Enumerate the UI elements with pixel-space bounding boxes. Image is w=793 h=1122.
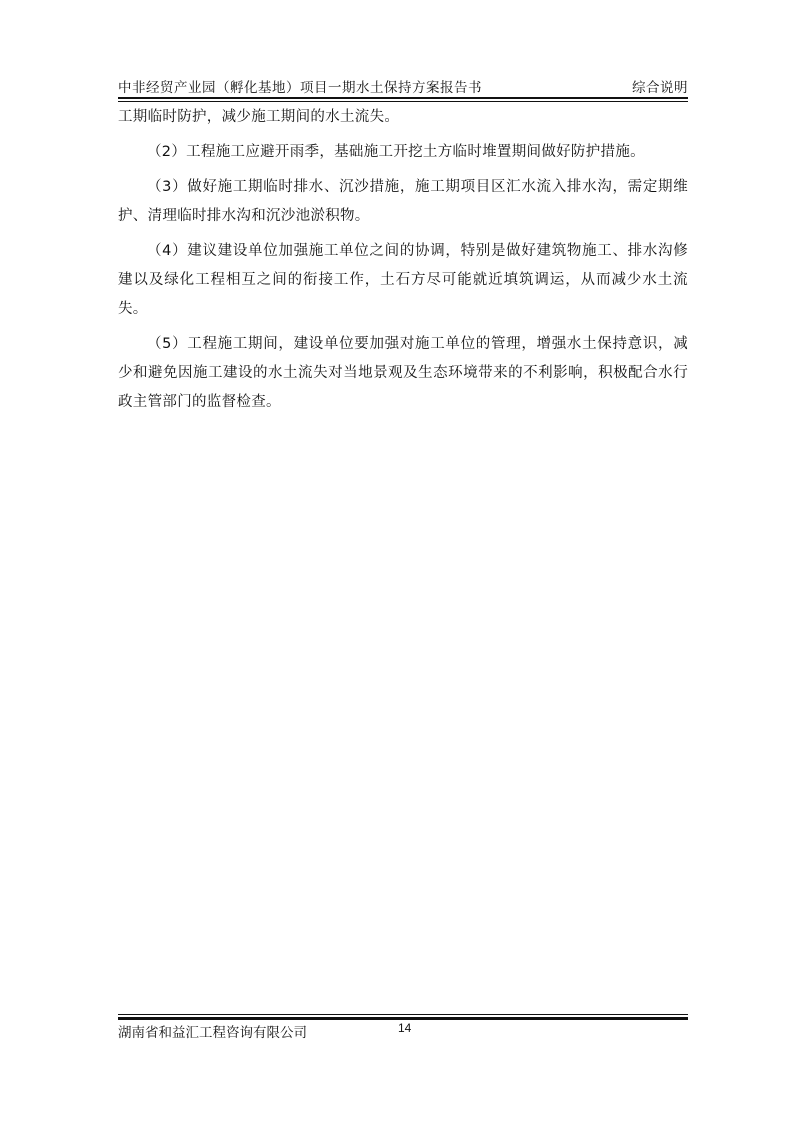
page-header [118, 76, 688, 96]
header-divider-thick [118, 97, 688, 99]
section-name: 综合说明 [632, 80, 688, 96]
page-number: 14 [398, 1021, 412, 1035]
footer-divider-thick [118, 1017, 688, 1020]
footer-divider-thin [118, 1014, 688, 1015]
paragraph-item-4: （4）建议建设单位加强施工单位之间的协调，特别是做好建筑物施工、排水沟修建以及绿化工程相互之间的衔接工作，土石方尽可能就近填筑调运，从而减少水土流失。 [118, 243, 688, 317]
paragraph-item-2: （2）工程施工应避开雨季，基础施工开挖土方临时堆置期间做好防护措施。 [147, 144, 645, 160]
document-body [118, 103, 688, 423]
paragraph-item-5: （5）工程施工期间，建设单位要加强对施工单位的管理，增强水土保持意识，减少和避免因施工建设的水土流失对当地景观及生态环境带来的不利影响，积极配合水行政主管部门的监督检查。 [118, 336, 688, 410]
paragraph-item-3: （3）做好施工期临时排水、沉沙措施，施工期项目区汇水流入排水沟，需定期维护、清理临时排水沟和沉沙池淤积物。 [118, 179, 688, 224]
paragraph-continuation: 工期临时防护，减少施工期间的水土流失。 [118, 109, 400, 125]
footer-company-name: 湖南省和益汇工程咨询有限公司 [118, 1025, 307, 1041]
header-divider-thin [118, 101, 688, 102]
report-title: 中非经贸产业园（孵化基地）项目一期水土保持方案报告书 [118, 80, 482, 96]
